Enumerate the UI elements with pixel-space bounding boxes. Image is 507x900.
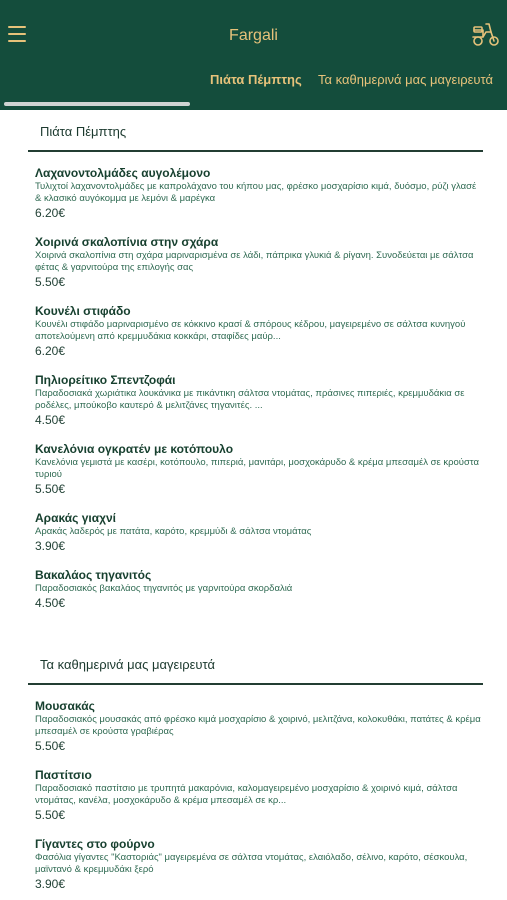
item-name: Χοιρινά σκαλοπίνια στην σχάρα	[35, 235, 219, 249]
item-name: Μουσακάς	[35, 699, 95, 713]
delivery-scooter-icon[interactable]	[471, 20, 501, 48]
item-description: Παραδοσιακός μουσακάς από φρέσκο κιμά μοσχαρίσιο & χοιρινό, μελιτζάνα, κολοκυθάκι, πατάτες & κρέμα μπεσαμέλ σε κρούστα γραβιέρας	[35, 714, 481, 737]
item-description: Παραδοσιακά χωριάτικα λουκάνικα με πικάντικη σάλτσα ντομάτας, πράσινες πιπεριές, κρεμμυδάκια σε ροδέλες, μπούκοβο καυτερό & μελιτζάνες τηγανιτές. ...	[35, 388, 465, 411]
section-title: Τα καθημερινά μας μαγειρευτά	[40, 657, 215, 672]
item-price: 3.90€	[35, 539, 66, 553]
item-name: Παστίτσιο	[35, 768, 92, 782]
menu-item[interactable]	[0, 373, 507, 428]
item-price: 6.20€	[35, 206, 66, 220]
tab-daily-dishes[interactable]: Τα καθημερινά μας μαγειρευτά	[318, 72, 493, 87]
menu-item[interactable]	[0, 304, 507, 359]
menu-item[interactable]	[0, 768, 507, 823]
item-name: Πηλιορείτικο Σπεντζοφάι	[35, 373, 176, 387]
item-description: Κουνέλι στιφάδο μαριναρισμένο σε κόκκινο κρασί & σπόρους κέδρου, μαγειρεμένο σε σάλτσα κυνηγού αποτελούμενη από κρεμμυδάκια κοκκάρι, σταφίδες μαύρ...	[35, 319, 466, 342]
menu-item[interactable]	[0, 699, 507, 754]
item-price: 5.50€	[35, 482, 66, 496]
item-description: Παραδοσιακό παστίτσιο με τρυπητά μακαρόνια, καλομαγειρεμένο μοσχαρίσιο & χοιρινό κιμά, σάλτσα ντομάτας, κανέλα, μοσχοκάρυδο & κρέμα μπεσαμέλ σε κρ...	[35, 783, 458, 806]
item-name: Κανελόνια ογκρατέν με κοτόπουλο	[35, 442, 234, 456]
menu-item[interactable]	[0, 166, 507, 221]
menu-item[interactable]	[0, 837, 507, 892]
section-divider	[28, 683, 483, 685]
item-price: 5.50€	[35, 808, 66, 822]
horizontal-scrollbar[interactable]	[4, 102, 190, 106]
app-title: Fargali	[229, 27, 278, 44]
item-description: Φασόλια γίγαντες "Καστοριάς" μαγειρεμένα σε σάλτσα ντομάτας, ελαιόλαδο, σέλινο, καρότο, σέσκουλα, μαϊντανό & κρεμμυδάκι ξερό	[35, 852, 468, 875]
item-price: 6.20€	[35, 344, 66, 358]
tab-thursday-dishes[interactable]: Πιάτα Πέμπτης	[210, 72, 302, 87]
item-price: 5.50€	[35, 275, 66, 289]
menu-item[interactable]	[0, 568, 507, 611]
menu-item[interactable]	[0, 235, 507, 290]
item-description: Κανελόνια γεμιστά με κασέρι, κοτόπουλο, πιπεριά, μανιτάρι, μοσχοκάρυδο & κρέμα μπεσαμέλ σε κρούστα τυριού	[35, 457, 479, 480]
item-name: Λαχανοντολμάδες αυγολέμονο	[35, 166, 211, 180]
item-name: Κουνέλι στιφάδο	[35, 304, 131, 318]
menu-list	[0, 110, 507, 900]
item-name: Γίγαντες στο φούρνο	[35, 837, 155, 851]
item-description: Αρακάς λαδερός με πατάτα, καρότο, κρεμμύδι & σάλτσα ντομάτας	[35, 526, 312, 537]
section-divider	[28, 150, 483, 152]
item-price: 4.50€	[35, 596, 66, 610]
item-price: 3.90€	[35, 877, 66, 891]
item-price: 4.50€	[35, 413, 66, 427]
menu-item[interactable]	[0, 442, 507, 497]
item-name: Βακαλάος τηγανιτός	[35, 568, 152, 582]
section-title: Πιάτα Πέμπτης	[40, 124, 127, 139]
item-description: Τυλιχτοί λαχανοντολμάδες με καπρολάχανο του κήπου μας, φρέσκο μοσχαρίσιο κιμά, δυόσμο, ρύζι γλασέ & κλασικό αυγόκομμα με λεμόνι & μαρέγκα	[35, 181, 477, 204]
item-price: 5.50€	[35, 739, 66, 753]
item-description: Χοιρινά σκαλοπίνια στη σχάρα μαριναρισμένα σε λάδι, πάπρικα γλυκιά & ρίγανη. Συνοδεύεται με σάλτσα φέτας & γαρνιτούρα της επιλογής σας	[35, 250, 474, 273]
menu-item[interactable]	[0, 511, 507, 554]
category-tabs	[0, 72, 507, 96]
item-description: Παραδοσιακός βακαλάος τηγανιτός με γαρνιτούρα σκορδαλιά	[35, 583, 293, 594]
app-header	[0, 0, 507, 110]
item-name: Αρακάς γιαχνί	[35, 511, 117, 525]
